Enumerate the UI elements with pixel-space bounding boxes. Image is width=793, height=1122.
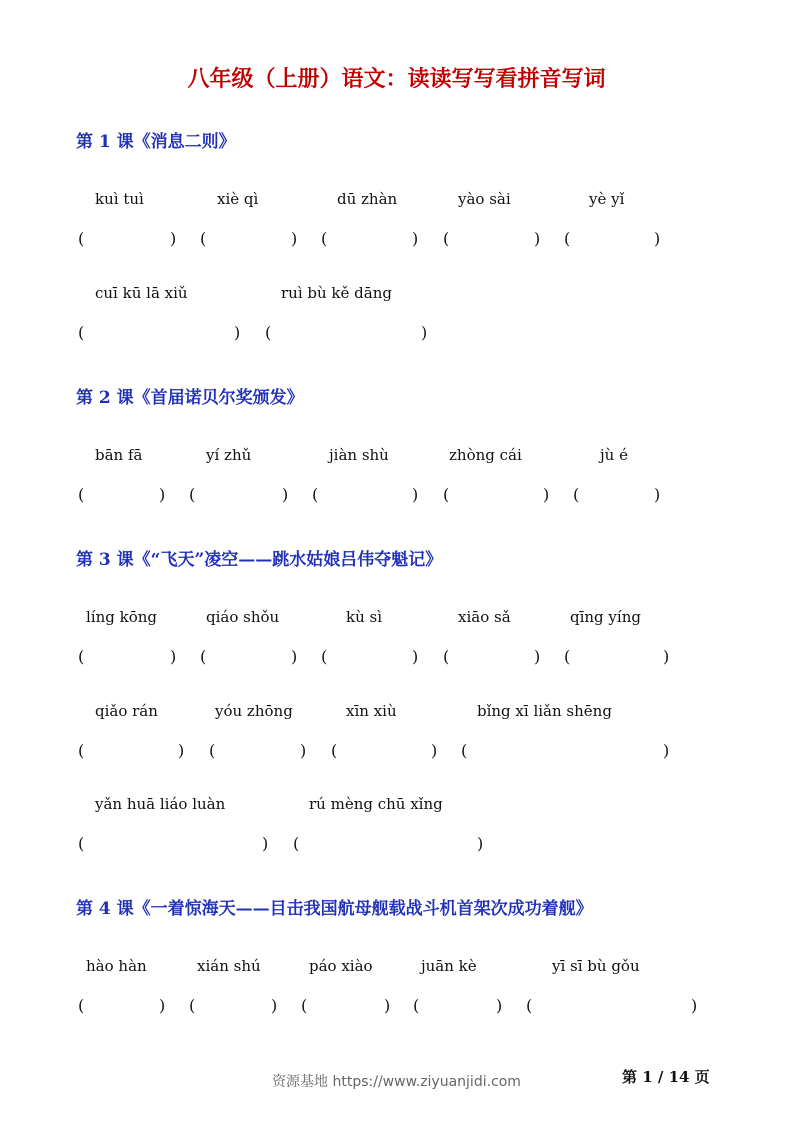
answer-paren-close: ) [412,229,419,248]
answer-paren-open: ( [189,485,196,504]
answer-paren-open: ( [461,741,468,760]
answer-paren-open: ( [78,834,85,853]
answer-paren-close: ) [534,647,541,666]
pinyin-item: qiǎo rán [95,702,158,720]
answer-paren-open: ( [573,485,580,504]
pinyin-item: qiáo shǒu [206,608,280,626]
lesson-heading-3: 第 3 课《“飞天”凌空——跳水姑娘吕伟夺魁记》 [76,550,443,570]
answer-paren-close: ) [477,834,484,853]
answer-paren-close: ) [384,996,391,1015]
answer-paren-close: ) [170,229,177,248]
answer-paren-close: ) [691,996,698,1015]
pinyin-item: jiàn shù [329,446,389,464]
answer-paren-close: ) [663,647,670,666]
answer-paren-close: ) [170,647,177,666]
answer-paren-open: ( [331,741,338,760]
pinyin-item: jù é [600,446,628,464]
answer-paren-open: ( [564,229,571,248]
answer-paren-open: ( [265,323,272,342]
answer-paren-close: ) [271,996,278,1015]
answer-paren-close: ) [282,485,289,504]
pinyin-item: juān kè [421,957,477,975]
answer-paren-close: ) [412,485,419,504]
pinyin-item: yè yǐ [589,190,625,208]
lesson-heading-4: 第 4 课《一着惊海天——目击我国航母舰载战斗机首架次成功着舰》 [76,899,593,919]
answer-paren-close: ) [291,229,298,248]
pinyin-item: xián shú [197,957,261,975]
answer-paren-close: ) [543,485,550,504]
pinyin-item: líng kōng [86,608,158,626]
answer-paren-close: ) [159,485,166,504]
page-title: 八年级（上册）语文：读读写写看拼音写词 [187,66,606,92]
page-number: 第 1 / 14 页 [622,1068,710,1086]
answer-paren-open: ( [293,834,300,853]
pinyin-item: páo xiào [309,957,373,975]
answer-paren-open: ( [78,323,85,342]
answer-paren-close: ) [663,741,670,760]
lesson-heading-1: 第 1 课《消息二则》 [76,132,236,152]
pinyin-item: kuì tuì [95,190,144,208]
answer-paren-close: ) [421,323,428,342]
answer-paren-open: ( [526,996,533,1015]
footer-watermark: 资源基地 https://www.ziyuanjidi.com [272,1074,521,1090]
answer-paren-close: ) [654,229,661,248]
pinyin-item: yǎn huā liáo luàn [95,795,226,813]
pinyin-item: rú mèng chū xǐng [309,795,443,813]
answer-paren-close: ) [262,834,269,853]
answer-paren-open: ( [78,485,85,504]
pinyin-item: yí zhǔ [206,446,252,464]
pinyin-item: kù sì [346,608,383,626]
answer-paren-close: ) [300,741,307,760]
answer-paren-close: ) [496,996,503,1015]
answer-paren-open: ( [443,647,450,666]
pinyin-item: yào sài [458,190,511,208]
answer-paren-open: ( [413,996,420,1015]
pinyin-item: zhòng cái [449,446,522,464]
pinyin-item: xīn xiù [346,702,397,720]
answer-paren-open: ( [321,229,328,248]
answer-paren-close: ) [654,485,661,504]
answer-paren-open: ( [78,647,85,666]
answer-paren-open: ( [78,996,85,1015]
answer-paren-open: ( [200,647,207,666]
answer-paren-close: ) [291,647,298,666]
answer-paren-close: ) [234,323,241,342]
answer-paren-close: ) [412,647,419,666]
pinyin-item: hào hàn [86,957,147,975]
answer-paren-open: ( [78,229,85,248]
answer-paren-close: ) [178,741,185,760]
answer-paren-open: ( [443,229,450,248]
answer-paren-close: ) [431,741,438,760]
answer-paren-open: ( [321,647,328,666]
lesson-heading-2: 第 2 课《首届诺贝尔奖颁发》 [76,388,304,408]
pinyin-item: yóu zhōng [215,702,293,720]
pinyin-item: bān fā [95,446,143,464]
answer-paren-open: ( [312,485,319,504]
pinyin-item: yī sī bù gǒu [552,957,640,975]
pinyin-item: ruì bù kě dāng [281,284,392,302]
pinyin-item: cuī kū lā xiǔ [95,284,188,302]
pinyin-item: bǐng xī liǎn shēng [477,702,612,720]
answer-paren-open: ( [209,741,216,760]
pinyin-item: dū zhàn [337,190,398,208]
pinyin-item: xiè qì [217,190,259,208]
answer-paren-close: ) [534,229,541,248]
answer-paren-open: ( [78,741,85,760]
answer-paren-open: ( [200,229,207,248]
answer-paren-open: ( [189,996,196,1015]
pinyin-item: qīng yíng [570,608,641,626]
answer-paren-open: ( [443,485,450,504]
answer-paren-open: ( [301,996,308,1015]
pinyin-item: xiāo sǎ [458,608,511,626]
answer-paren-close: ) [159,996,166,1015]
answer-paren-open: ( [564,647,571,666]
